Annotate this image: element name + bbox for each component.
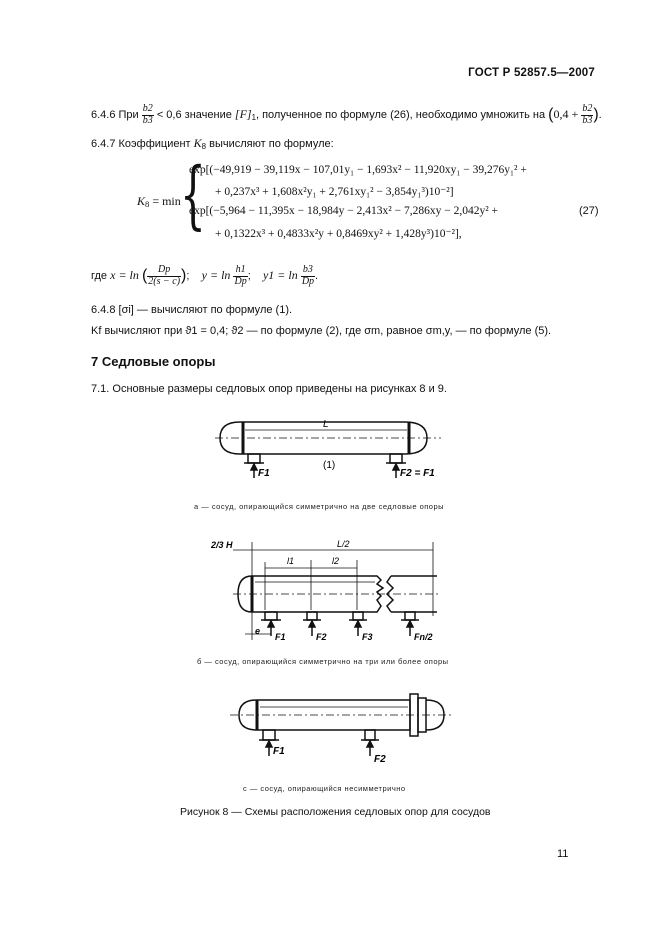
- fig-b-F3: F3: [362, 632, 373, 642]
- formula-27-lhs: $K_8 = \min$: [137, 194, 181, 210]
- fig-c-F1: F1: [273, 746, 285, 757]
- fig-b-L2-label: L/2: [337, 539, 350, 549]
- fig-b-Fn: Fn/2: [414, 632, 433, 642]
- kf-paragraph: Kf вычисляют при ϑ1 = 0,4; ϑ2 — по формуле (2), где σm, равное σm,y, — по формуле (5).: [91, 325, 552, 337]
- paragraph-6-4-8: 6.4.8 [σi] — вычисляют по формуле (1).: [91, 304, 293, 316]
- formula-27-line-1: exp[(−49,919 − 39,119x − 107,01y₁ − 1,693x² − 11,920xy₁ − 39,276y₁² +: [189, 164, 527, 176]
- section-7-title: 7 Седловые опоры: [91, 354, 216, 369]
- formula-definitions: где x = ln ( $\frac{Dp}{2(s - c)}$ ); y = ln $\frac{h1}{Dp}$ ; y1 = ln $\frac{b3}{Dp}$ .: [91, 264, 319, 287]
- paragraph-6-4-6: 6.4.6 При $\frac{b2}{b3}$ < 0,6 значение $[F]_1$, полученное по формуле (26), необходимо умножить на (0,4 + $\frac{b2}{b3}$ ).: [91, 103, 602, 126]
- formula-27-number: (27): [579, 205, 599, 217]
- fig-a-mark: (1): [323, 460, 336, 471]
- y-fraction: $\frac{h1}{Dp}$: [234, 264, 247, 287]
- fig-b-l2-label: l2: [332, 556, 340, 566]
- figure-b-caption: б — сосуд, опирающийся симметрично на три или более опоры: [197, 657, 449, 666]
- figure-c-caption: с — сосуд, опирающийся несимметрично: [243, 784, 406, 793]
- p646-number: 6.4.6 При: [91, 108, 139, 121]
- fig-b-F2: F2: [316, 632, 327, 642]
- fig-b-H-label: 2/3 H: [211, 540, 233, 550]
- y1-fraction: $\frac{b3}{Dp}$: [301, 264, 315, 287]
- figure-c-diagram: [230, 690, 455, 768]
- fig-b-l1-label: l1: [287, 556, 295, 566]
- x-fraction: $\frac{Dp}{2(s - c)}$: [148, 264, 181, 287]
- formula-27-line-2: + 0,237x³ + 1,608x²y₁ + 2,761xy₁² − 3,854y₁³)10⁻²]: [215, 186, 454, 198]
- formula-27-line-3: exp[(−5,964 − 11,395x − 18,984y − 2,413x² − 7,286xy − 2,042y² +: [189, 205, 499, 217]
- formula-27-line-4: + 0,1322x³ + 0,4833x²y + 0,8469xy² + 1,428y³)10⁻²],: [215, 228, 462, 240]
- fig-a-L-label: L: [323, 419, 329, 430]
- fig-a-F2: F2 = F1: [400, 468, 435, 479]
- fig-a-F1: F1: [258, 468, 270, 479]
- formula-brace: {: [180, 152, 206, 238]
- figure-8-caption: Рисунок 8 — Схемы расположения седловых опор для сосудов: [180, 806, 491, 818]
- condition-fraction: $\frac{b2}{b3}$: [142, 103, 153, 126]
- document-header: ГОСТ Р 52857.5—2007: [468, 67, 595, 79]
- multiplier-fraction: $\frac{b2}{b3}$: [582, 103, 593, 126]
- paragraph-6-4-7: 6.4.7 Коэффициент $K_8$ вычисляют по формуле:: [91, 136, 334, 151]
- fig-b-e-label: e: [255, 626, 261, 636]
- figure-a-caption: а — сосуд, опирающийся симметрично на две седловые опоры: [194, 502, 445, 511]
- figure-b-diagram: [205, 536, 445, 648]
- paragraph-7-1: 7.1. Основные размеры седловых опор приведены на рисунках 8 и 9.: [91, 383, 447, 395]
- fig-b-F1: F1: [275, 632, 286, 642]
- fig-c-F2: F2: [374, 754, 386, 765]
- figure-a-diagram: [215, 410, 445, 490]
- page-number: 11: [557, 848, 569, 860]
